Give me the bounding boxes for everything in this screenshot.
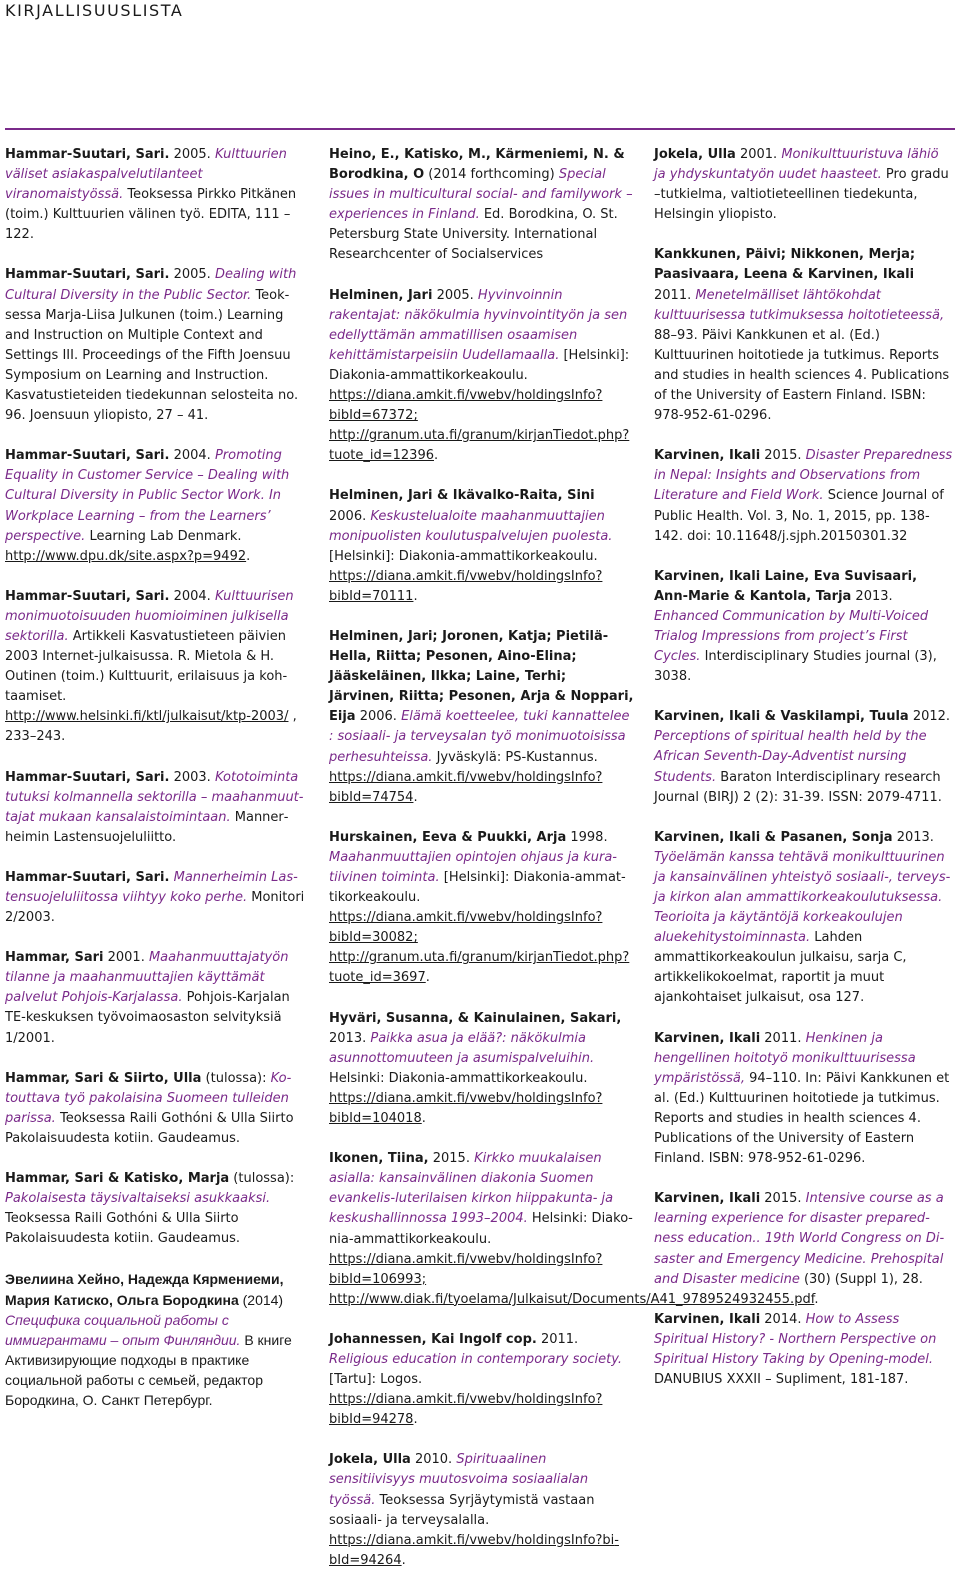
entry-details: Teoksessa Pirkko Pitkänen (toim.) Kulttuurien välinen työ. EDITA, 111 – 122. xyxy=(5,187,297,243)
entry-tail: . xyxy=(413,789,418,805)
entry-author: Jokela, Ulla xyxy=(654,147,736,162)
bibliography-entry xyxy=(329,1450,634,1571)
entry-details: Monitori 2/2003. xyxy=(5,890,305,926)
entry-author: Hammar-Suutari, Sari. xyxy=(5,869,170,885)
bibliography-entry xyxy=(329,1330,634,1430)
entry-year: 2013. xyxy=(892,829,934,845)
entry-year: 2005. xyxy=(432,287,478,303)
entry-details: 94–110. In: Päivi Kankkunen et al. (Ed.) Kulttuurinen hoitotiede ja tutkimus. Reports and studies in health sciences 4. Publications of the University of Eastern Finland. ISBN: 978-952-61-0296. xyxy=(654,1070,950,1167)
bibliography-entry xyxy=(5,265,305,426)
entry-year: 2011. xyxy=(760,1030,806,1046)
entry-author: Jokela, Ulla xyxy=(329,1452,411,1468)
entry-link[interactable]: https://diana.amkit.fi/vwebv/holdingsInfo?bibId=104018 xyxy=(329,1090,603,1127)
entry-link[interactable]: https://diana.amkit.fi/vwebv/holdingsInfo?bibId=30082; http://granum.uta.fi/granum/kirjanTiedot.php?tuote_id=3697 xyxy=(329,910,630,986)
entry-tail: . xyxy=(413,1412,418,1428)
bibliography-entry xyxy=(654,1029,954,1170)
entry-title: Disaster Preparedness in Nepal: Insights and Observations from Literature and Field Work. xyxy=(654,448,953,504)
entry-author: Hammar, Sari xyxy=(5,950,104,966)
entry-details: Mannerheimin Lastensuojeluliitto. xyxy=(5,809,289,845)
entry-author: Karvinen, Ikali xyxy=(654,1311,761,1327)
entry-author: Karvinen, Ikali xyxy=(654,1191,761,1207)
entry-author: Helminen, Jari; Joronen, Katja; Pietilä-Hella, Riitta; Pesonen, Aino-Elina; Jääskeläinen, Ilkka; Laine, Terhi; Järvinen, Riitta; Pesonen, Arja & Noppari, Eija xyxy=(329,628,634,725)
entry-year: 2011. xyxy=(654,287,696,303)
entry-details: Baraton Interdisciplinary research Journal (BIRJ) 2 (2): 31-39. ISSN: 2079-4711. xyxy=(654,769,942,805)
page-title: KIRJALLISUUSLISTA xyxy=(5,1,184,20)
entry-year: 2005. xyxy=(169,147,215,162)
entry-title: Hyvinvoinnin rakentajat: näkökulmia hyvinvointityön ja sen edellyttämän ammatillisen osaamisen kehittämistarpeisiin Uudellamaalla. xyxy=(329,287,628,363)
bibliography-entry xyxy=(654,828,954,1009)
bibliography-entry xyxy=(329,286,634,467)
entry-title: Henkinen ja hengellinen hoitotyö monikulttuurisessa ympäristössä, xyxy=(654,1030,916,1086)
entry-details: (30) (Suppl 1), 28. xyxy=(799,1271,923,1287)
entry-year: 2015. xyxy=(760,448,806,464)
entry-details: Learning Lab Denmark. xyxy=(85,528,242,544)
entry-title: Kulttuurisen monimuotoisuuden huomioiminen julkisella sektorilla. xyxy=(5,588,294,644)
entry-author: Hammar-Suutari, Sari. xyxy=(5,267,170,283)
entry-details: [Helsinki]: Diakonia-ammattikorkeakoulu. xyxy=(329,347,630,383)
entry-author: Hammar-Suutari, Sari. xyxy=(5,769,170,785)
entry-title: Специфика социальной работы с иммигрантами – опыт Финляндии. xyxy=(5,1311,241,1348)
entry-year: 2004. xyxy=(169,448,215,464)
entry-title: Kulttuurien väliset asiakaspalvelutilanteet viranomaistyössä. xyxy=(5,147,287,203)
entry-author: Hammar-Suutari, Sari. xyxy=(5,147,170,162)
entry-title: Kotouttava työ pakolaisina Suomeen tulleiden parissa. xyxy=(5,1070,292,1126)
entry-details: Helsinki: Diakonia-ammattikorkeakoulu. xyxy=(329,1070,588,1086)
entry-year: 2003. xyxy=(169,769,215,785)
bibliography-entry xyxy=(5,868,305,928)
entry-title: Pakolaisesta täysivaltaiseksi asukkaaksi. xyxy=(5,1191,271,1207)
entry-author: Karvinen, Ikali Laine, Eva Suvisaari, Ann-Marie & Kantola, Tarja xyxy=(654,568,918,604)
bibliography-entry xyxy=(654,145,954,225)
entry-tail: . xyxy=(246,548,251,564)
entry-year: 2001. xyxy=(103,950,149,966)
entry-details: Science Journal of Public Health. Vol. 3, No. 1, 2015, pp. 138-142. doi: 10.11648/j.sjph.20150301.32 xyxy=(654,488,944,544)
entry-author: Hammar-Suutari, Sari. xyxy=(5,588,170,604)
entry-link[interactable]: https://diana.amkit.fi/vwebv/holdingsInfo?bibId=67372; http://granum.uta.fi/granum/kirjanTiedot.php?tuote_id=12396 xyxy=(329,388,630,464)
entry-details: Interdisciplinary Studies journal (3), 3038. xyxy=(654,649,937,685)
entry-details: Lahden ammattikorkeakoulun julkaisu, sarja C, artikkelikokoelmat, raportit ja muut ajankohtaiset julkaisut, osa 127. xyxy=(654,930,907,1006)
entry-tail: , 233–243. xyxy=(5,709,297,745)
entry-title: Keskustelualoite maahanmuuttajien monipuolisten koulutuspalvelujen puolesta. xyxy=(329,508,613,544)
entry-title: Monikulttuuristuva lähiö ja yhdyskuntatyön uudet haasteet. xyxy=(654,147,939,183)
entry-year: 2011. xyxy=(536,1331,579,1347)
entry-year: 2004. xyxy=(169,588,215,604)
entry-author: Karvinen, Ikali xyxy=(654,448,761,464)
entry-year: 2014. xyxy=(760,1311,806,1327)
entry-link[interactable]: https://diana.amkit.fi/vwebv/holdingsInfo?bibId=106993; http://www.diak.fi/tyoelama/Julkaisut/Documents/A41_9789524932455.pdf xyxy=(329,1251,815,1307)
entry-author: Kankkunen, Päivi; Nikkonen, Merja; Paasivaara, Leena & Karvinen, Ikali xyxy=(654,247,916,283)
entry-link[interactable]: https://diana.amkit.fi/vwebv/holdingsInfo?bibId=70111 xyxy=(329,568,603,604)
column-3 xyxy=(654,145,954,1410)
entry-tail: . xyxy=(434,448,439,464)
entry-title: Kirkko muukalaisen asialla: kansainvälinen diakonia Suomen evankelis-luterilaisen kirkon hiippakunta- ja keskushallinnossa 1993–2004. xyxy=(329,1151,614,1227)
bibliography-entry xyxy=(329,486,634,607)
entry-tail: . xyxy=(413,588,418,604)
bibliography-entry xyxy=(5,1069,305,1149)
entry-link[interactable]: http://www.dpu.dk/site.aspx?p=9492 xyxy=(5,548,247,564)
entry-details: [Tartu]: Logos. xyxy=(329,1372,423,1388)
entry-author: Helminen, Jari xyxy=(329,287,433,303)
entry-author: Johannessen, Kai Ingolf cop. xyxy=(329,1331,537,1347)
entry-details: Pohjois-Karjalan TE-keskuksen työvoimaosaston selvityksiä 1/2001. xyxy=(5,990,290,1046)
header-rule xyxy=(5,128,955,130)
bibliography-entry xyxy=(329,627,634,808)
entry-author: Hammar-Suutari, Sari. xyxy=(5,448,170,464)
entry-tail: . xyxy=(425,970,430,986)
entry-year: 2013. xyxy=(851,588,893,604)
entry-details: [Helsinki]: Diakonia-ammattikorkeakoulu. xyxy=(329,870,626,906)
entry-title: Perceptions of spiritual health held by the African Seventh-Day-Adventist nursing Students. xyxy=(654,729,927,785)
entry-title: Religious education in contemporary society. xyxy=(329,1351,623,1367)
bibliography-entry xyxy=(5,1169,305,1249)
entry-title: Kototoiminta tutuksi kolmannella sektorilla – maahanmuuttajat mukaan kansalaistoimintaan. xyxy=(5,769,304,825)
column-1 xyxy=(5,145,305,1430)
entry-title: Spirituaalinen sensitiivisyys muutosvoima sosiaalialan työssä. xyxy=(329,1452,589,1508)
entry-details: 88–93. Päivi Kankkunen et al. (Ed.) Kulttuurinen hoitotiede ja tutkimus. Reports and studies in health sciences 4. Publications of the University of Eastern Finland. ISBN: 978-952-61-0296. xyxy=(654,327,950,424)
entry-year: 1998. xyxy=(566,829,608,845)
entry-title: Maahanmuuttajatyön tilanne ja maahanmuuttajien käyttämät palvelut Pohjois-Karjalassa. xyxy=(5,950,289,1006)
entry-title: Maahanmuuttajien opintojen ohjaus ja kuratiivinen toiminta. xyxy=(329,849,617,885)
entry-details: Ed. Borodkina, O. St. Petersburg State University. International Researchcenter of Socialservices xyxy=(329,207,618,263)
entry-title: Työelämän kanssa tehtävä monikulttuurinen ja kansainvälinen yhteistyö sosiaali-, terveys- ja kirkon alan ammattikorkeakoulutuksessa. Teorioita ja käytäntöjä korkeakoulujen aluekehitystoiminnasta. xyxy=(654,849,951,946)
entry-title: Special issues in multicultural social- and familywork –experiences in Finland. xyxy=(329,167,633,223)
entry-author: Karvinen, Ikali xyxy=(654,1030,761,1046)
entry-link[interactable]: https://diana.amkit.fi/vwebv/holdingsInfo?bibId=74754 xyxy=(329,769,603,805)
entry-details: Teoksessa Marja-Liisa Julkunen (toim.) Learning and Instruction on Multiple Context and Settings III. Proceedings of the Fifth Joensuu Symposium on Learning and Instruction. Kasvatustieteiden tiedekunnan selosteita no. 96. Joensuun yliopisto, 27 – 41. xyxy=(5,287,299,424)
bibliography-entry xyxy=(5,587,305,748)
entry-details: DANUBIUS XXXII – Supliment, 181-187. xyxy=(654,1371,909,1387)
entry-author: Karvinen, Ikali & Pasanen, Sonja xyxy=(654,829,893,845)
bibliography-entry xyxy=(654,446,954,546)
entry-title: Elämä koetteelee, tuki kannattelee : sosiaali- ja terveysalan työ monimuotoisissa perhesuhteissa. xyxy=(329,709,630,765)
entry-details: Teoksessa Syrjäytymistä vastaan sosiaali- ja terveysalalla. xyxy=(329,1492,595,1528)
entry-tail: . xyxy=(401,1552,406,1568)
bibliography-entry xyxy=(5,1269,305,1410)
entry-details: Artikkeli Kasvatustieteen päivien 2003 Internet-julkaisussa. R. Mietola & H. Outinen (toim.) Kulttuurit, erilaisuus ja kohtaamiset. xyxy=(5,628,288,705)
bibliography-entry xyxy=(654,707,954,807)
entry-details: Teoksessa Raili Gothóni & Ulla Siirto Pakolaisuudesta kotiin. Gaudeamus. xyxy=(5,1211,241,1247)
bibliography-entry xyxy=(654,1189,954,1289)
entry-author: Hurskainen, Eeva & Puukki, Arja xyxy=(329,829,567,845)
entry-details: [Helsinki]: Diakonia-ammattikorkeakoulu. xyxy=(329,548,598,564)
entry-title: Dealing with Cultural Diversity in the Public Sector. xyxy=(5,267,297,303)
entry-title: Menetelmälliset lähtökohdat kulttuurisessa tutkimuksessa hoitotieteessä, xyxy=(654,287,945,323)
bibliography-entry xyxy=(654,245,954,426)
page-header xyxy=(5,0,955,21)
entry-details: Jyväskylä: PS-Kustannus. xyxy=(432,749,598,765)
entry-details: В книге Активизирующие подходы в практике социальной работы с семьей, редактор Бородкина, О. Санкт Петербург. xyxy=(5,1331,292,1408)
entry-author: Ikonen, Tiina, xyxy=(329,1151,429,1167)
entry-link[interactable]: https://diana.amkit.fi/vwebv/holdingsInfo?bibId=94278 xyxy=(329,1392,603,1428)
entry-title: How to Assess Spiritual History? - Northern Perspective on Spiritual History Taking by Opening-model. xyxy=(654,1311,937,1367)
entry-tail: . xyxy=(814,1291,819,1307)
entry-year: 2013. xyxy=(329,1030,371,1046)
bibliography-entry xyxy=(329,145,634,266)
entry-title: Enhanced Communication by Multi-Voiced Trialog Impressions from project’s First Cycles. xyxy=(654,608,929,665)
entry-author: Hyväri, Susanna, & Kainulainen, Sakari, xyxy=(329,1010,622,1026)
entry-year: (2014) xyxy=(238,1291,284,1308)
entry-link[interactable]: https://diana.amkit.fi/vwebv/holdingsInfo?bibId=94264 xyxy=(329,1532,619,1568)
bibliography-entry xyxy=(5,446,305,567)
entry-tail: . xyxy=(421,1111,426,1127)
bibliography-entry xyxy=(5,145,305,245)
entry-year: 2015. xyxy=(428,1151,475,1167)
entry-author: Karvinen, Ikali & Vaskilampi, Tuula xyxy=(654,709,909,725)
entry-author: Helminen, Jari & Ikävalko-Raita, Sini xyxy=(329,488,595,504)
entry-author: Эвелиина Хейно, Надежда Кярмениеми, Мария Катиско, Ольга Бородкина xyxy=(5,1271,284,1308)
entry-title: Promoting Equality in Customer Service – Dealing with Cultural Diversity in Public Sector Work. In Workplace Learning – from the Learners’ perspective. xyxy=(5,448,290,544)
entry-year: 2015. xyxy=(760,1191,806,1207)
entry-year: (tulossa): xyxy=(229,1171,295,1187)
entry-details: Helsinki: Diakonia-ammattikorkeakoulu. xyxy=(329,1211,633,1247)
bibliography-entry xyxy=(329,1009,634,1130)
entry-title: Intensive course as a learning experience for disaster preparedness education.. 19th World Congress on Disaster and Emergency Medicine. Prehospital and Disaster medicine xyxy=(654,1191,945,1287)
entry-title: Mannerheimin Lastensuojeluliitossa viihtyy koko perhe. xyxy=(5,869,298,905)
bibliography-entry xyxy=(5,948,305,1048)
bibliography-entry xyxy=(654,567,954,688)
entry-author: Hammar, Sari & Katisko, Marja xyxy=(5,1171,230,1187)
entry-year: (2014 forthcoming) xyxy=(424,167,559,183)
bibliography-entry xyxy=(654,1310,954,1390)
entry-year: 2005. xyxy=(169,267,215,283)
entry-details: Pro gradu –tutkielma, valtiotieteellinen tiedekunta, Helsingin yliopisto. xyxy=(654,167,949,223)
entry-link[interactable]: http://www.helsinki.fi/ktl/julkaisut/ktp-2003/ xyxy=(5,709,289,725)
entry-year: 2006. xyxy=(329,508,371,524)
entry-year: 2006. xyxy=(355,709,402,725)
entry-year: 2010. xyxy=(410,1452,457,1468)
entry-year: 2001. xyxy=(735,147,782,162)
entry-title: Paikka asua ja elää?: näkökulmia asunnottomuuteen ja asumispalveluihin. xyxy=(329,1030,595,1066)
entry-author: Heino, E., Katisko, M., Kärmeniemi, N. & Borodkina, O xyxy=(329,147,625,183)
entry-year: 2012. xyxy=(908,709,951,725)
entry-year: (tulossa): xyxy=(201,1070,271,1086)
entry-author: Hammar, Sari & Siirto, Ulla xyxy=(5,1070,202,1086)
bibliography-entry xyxy=(329,828,634,989)
entry-details: Teoksessa Raili Gothóni & Ulla Siirto Pakolaisuudesta kotiin. Gaudeamus. xyxy=(5,1110,294,1146)
bibliography-entry xyxy=(5,768,305,848)
